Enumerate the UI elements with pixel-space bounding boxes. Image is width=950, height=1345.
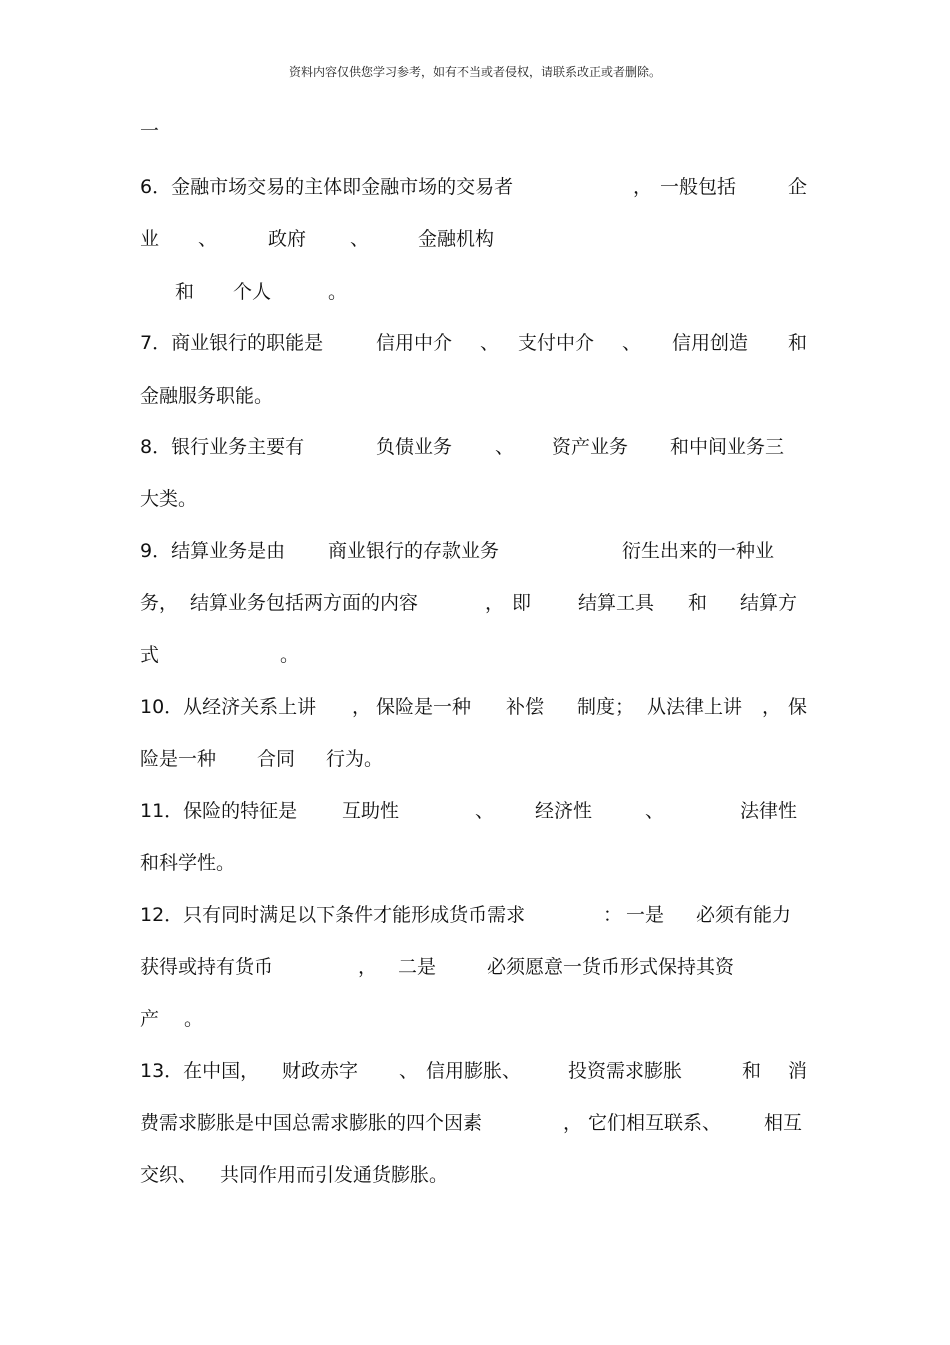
text-segment: 交织、	[140, 1164, 198, 1186]
text-segment: 行为。	[326, 748, 384, 770]
text-segment: 获得或持有货币	[140, 956, 274, 978]
text-segment: 7．商业银行的职能是	[140, 332, 324, 354]
text-segment: 结算业务包括两方面的内容	[190, 592, 419, 614]
text-segment: 即	[512, 592, 532, 614]
answer-settlement-tools: 结算工具	[578, 592, 655, 614]
text-segment: ，	[485, 592, 505, 614]
answer-contract: 合同	[257, 748, 296, 770]
text-segment: 保	[788, 696, 808, 718]
answer-deposit-business: 商业银行的存款业务	[328, 540, 500, 562]
text-segment: 它们相互联系、	[588, 1112, 722, 1134]
text-segment: 。	[328, 281, 348, 303]
answer-willingness-to-hold: 必须愿意一货币形式保持其资	[487, 956, 735, 978]
answer-investment-demand-expansion: 投资需求膨胀	[568, 1060, 683, 1082]
text-segment: 业	[140, 228, 160, 250]
text-segment: 企	[788, 176, 808, 198]
answer-settlement-methods: 结算方	[740, 592, 798, 614]
answer-compensation: 补偿	[506, 696, 545, 718]
text-segment: 和	[742, 1060, 762, 1082]
answer-fiscal-deficit: 财政赤字	[282, 1060, 359, 1082]
text-segment: 11．保险的特征是	[140, 800, 298, 822]
answer-individuals: 个人	[233, 281, 272, 303]
text-segment: 一	[140, 120, 160, 142]
text-segment: ，	[563, 1112, 583, 1134]
answer-payment-intermediary: 支付中介	[518, 332, 595, 354]
answer-financial-institutions: 金融机构	[418, 228, 495, 250]
text-segment: 大类。	[140, 488, 198, 510]
text-segment: 共同作用而引发通货膨胀。	[220, 1164, 449, 1186]
text-segment: 13．在中国，	[140, 1060, 260, 1082]
text-segment: ，	[352, 696, 372, 718]
text-segment: ，	[358, 956, 378, 978]
text-segment: ：	[603, 904, 623, 926]
text-segment: 衍生出来的一种业	[622, 540, 775, 562]
text-segment: 和	[688, 592, 708, 614]
answer-mutual-aid: 互助性	[342, 800, 400, 822]
text-segment: 金融服务职能。	[140, 385, 274, 407]
text-segment: 和中间业务三	[670, 436, 785, 458]
text-segment: 从法律上讲	[647, 696, 743, 718]
answer-asset-business: 资产业务	[552, 436, 629, 458]
answer-legal: 法律性	[740, 800, 798, 822]
text-segment: 、	[480, 332, 500, 354]
text-segment: 险是一种	[140, 748, 217, 770]
text-segment: 费需求膨胀是中国总需求膨胀的四个因素	[140, 1112, 483, 1134]
answer-economic: 经济性	[535, 800, 593, 822]
text-segment: 9．结算业务是由	[140, 540, 286, 562]
text-segment: 一是	[626, 904, 665, 926]
text-segment: 12．只有同时满足以下条件才能形成货币需求	[140, 904, 526, 926]
text-segment: 和科学性。	[140, 852, 236, 874]
text-segment: 。	[280, 644, 300, 666]
text-segment: 相互	[764, 1112, 803, 1134]
text-segment: ，	[633, 176, 653, 198]
text-segment: 10．从经济关系上讲	[140, 696, 317, 718]
text-segment: 8．银行业务主要有	[140, 436, 305, 458]
text-segment: 、	[399, 1060, 419, 1082]
text-segment: 一般包括	[660, 176, 737, 198]
text-segment: 、	[622, 332, 642, 354]
text-segment: 、	[645, 800, 665, 822]
answer-government: 政府	[268, 228, 307, 250]
text-segment: ，	[762, 696, 782, 718]
text-segment: 6．金融市场交易的主体即金融市场的交易者	[140, 176, 514, 198]
answer-credit-expansion: 信用膨胀、	[426, 1060, 522, 1082]
text-segment: 制度；	[577, 696, 635, 718]
text-segment: 务，	[140, 592, 179, 614]
text-segment: 式	[140, 644, 160, 666]
text-segment: 消	[788, 1060, 808, 1082]
answer-liability-business: 负债业务	[376, 436, 453, 458]
answer-credit-intermediary: 信用中介	[376, 332, 453, 354]
text-segment: 二是	[398, 956, 437, 978]
text-segment: 、	[350, 228, 370, 250]
page-header-disclaimer: 资料内容仅供您学习参考，如有不当或者侵权，请联系改正或者删除。	[288, 65, 661, 79]
text-segment: 和	[175, 281, 195, 303]
text-segment: 、	[495, 436, 515, 458]
text-segment: 保险是一种	[376, 696, 472, 718]
answer-ability-to-hold: 必须有能力	[696, 904, 792, 926]
answer-credit-creation: 信用创造	[672, 332, 749, 354]
text-segment: 、	[475, 800, 495, 822]
text-segment: 、	[198, 228, 218, 250]
text-segment: 。	[184, 1008, 204, 1030]
text-segment: 产	[140, 1008, 160, 1030]
text-segment: 和	[788, 332, 808, 354]
